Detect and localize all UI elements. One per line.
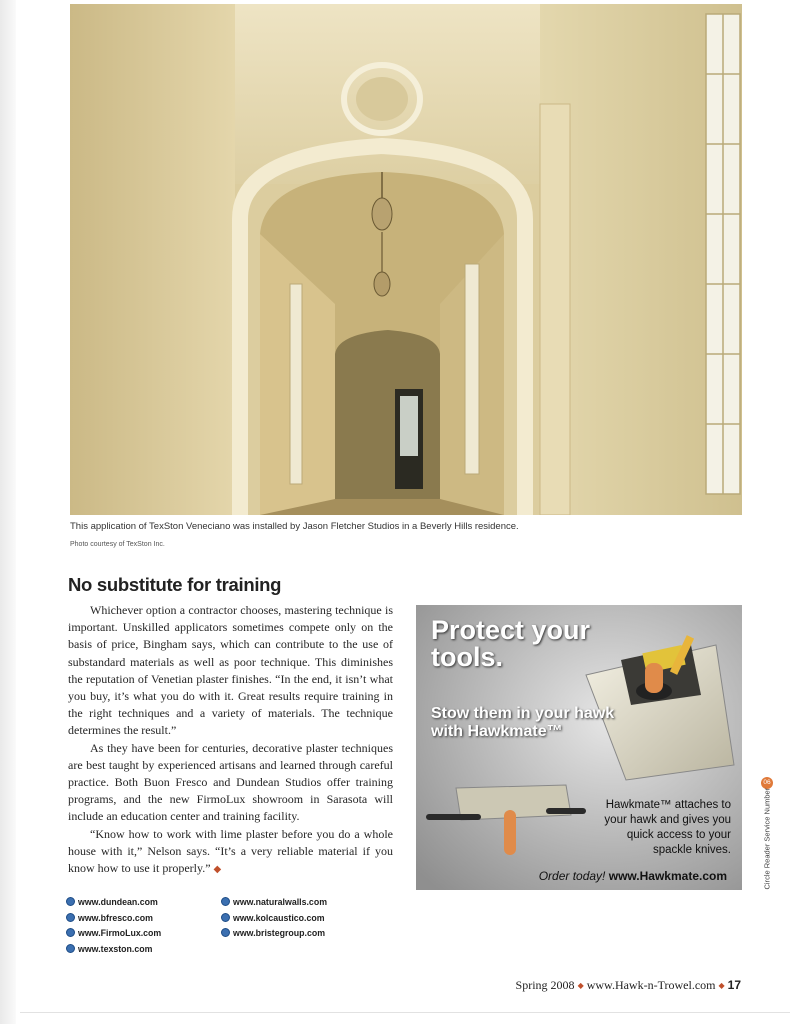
globe-icon bbox=[66, 928, 75, 937]
paragraph-1: Whichever option a contractor chooses, mastering technique is important. Unskilled applicators sometimes compete only on the basis of price, Bingham says, which can contribute to the use of substandard materials as well as poor technique. This diminishes the reputation of Venetian plaster finishes. “In the end, it isn’t what you buy, it’s what you do with it. Great results require training in the right techniques and a variety of materials. The technique determines the result.” bbox=[68, 603, 393, 738]
reader-service-label: Circle Reader Service Number bbox=[762, 787, 772, 890]
ad-order-line bbox=[539, 869, 727, 883]
page-number: 17 bbox=[727, 978, 741, 992]
links-column-2 bbox=[221, 895, 327, 942]
page-edge bbox=[0, 0, 16, 1024]
globe-icon bbox=[66, 944, 75, 953]
ad-title: Protect your tools. bbox=[431, 615, 591, 672]
hallway-photo bbox=[70, 4, 742, 515]
section-heading: No substitute for training bbox=[68, 574, 282, 595]
link-item[interactable] bbox=[221, 911, 327, 927]
globe-icon bbox=[221, 913, 230, 922]
footer-separator-icon: ◆ bbox=[577, 981, 584, 990]
photo-caption: This application of TexSton Veneciano was installed by Jason Fletcher Studios in a Beverly Hills residence. bbox=[70, 521, 519, 532]
hawkmate-advertisement[interactable] bbox=[416, 605, 742, 890]
ad-subtitle: Stow them in your hawk with Hawkmate™ bbox=[431, 705, 615, 740]
photo-credit: Photo courtesy of TexSton Inc. bbox=[70, 541, 165, 548]
link-text[interactable]: www.texston.com bbox=[78, 943, 153, 954]
link-text[interactable]: www.bristegroup.com bbox=[233, 928, 326, 938]
link-text[interactable]: www.FirmoLux.com bbox=[78, 928, 162, 938]
link-item[interactable] bbox=[221, 895, 327, 911]
link-item[interactable] bbox=[66, 942, 161, 958]
hallway-photo-art bbox=[70, 4, 742, 515]
ad-description: Hawkmate™ attaches to your hawk and gives you quick access to your spackle knives. bbox=[604, 799, 731, 856]
globe-icon bbox=[66, 913, 75, 922]
footer-separator-icon: ◆ bbox=[718, 981, 725, 990]
link-text[interactable]: www.kolcaustico.com bbox=[233, 912, 325, 923]
link-text[interactable]: www.dundean.com bbox=[78, 897, 158, 907]
page-footer bbox=[516, 978, 741, 993]
globe-icon bbox=[66, 897, 75, 906]
paragraph-2: As they have been for centuries, decorative plaster techniques are best taught by experienced artisans and learned through careful practice. Both Buon Fresco and Dundean Studios offer training programs, and the new FirmoLux showroom in Sarasota will include an education center and training facility. bbox=[68, 740, 393, 824]
ad-order-url[interactable]: www.Hawkmate.com bbox=[608, 869, 727, 883]
bottom-rule bbox=[20, 1012, 790, 1013]
article-body bbox=[68, 602, 393, 878]
link-text[interactable]: www.bfresco.com bbox=[78, 912, 153, 923]
globe-icon bbox=[221, 928, 230, 937]
link-item[interactable] bbox=[221, 926, 327, 942]
link-text[interactable]: www.naturalwalls.com bbox=[233, 897, 328, 907]
link-item[interactable] bbox=[66, 895, 161, 911]
reader-service-tag bbox=[760, 775, 774, 895]
footer-issue: Spring 2008 bbox=[515, 978, 575, 992]
link-item[interactable] bbox=[66, 911, 161, 927]
paragraph-3 bbox=[68, 826, 393, 879]
ad-order-prefix: Order today! bbox=[538, 869, 606, 883]
reader-service-number: 06 bbox=[761, 777, 773, 789]
footer-url[interactable]: www.Hawk-n-Trowel.com bbox=[586, 978, 716, 992]
end-mark: ◆ bbox=[213, 864, 222, 876]
globe-icon bbox=[221, 897, 230, 906]
links-column-1 bbox=[66, 895, 161, 957]
link-item[interactable] bbox=[66, 926, 161, 942]
paragraph-3-text: “Know how to work with lime plaster before you do a whole house with it,” Nelson says. “It’s a very reliable material if you know how to use it properly.” bbox=[68, 826, 393, 876]
